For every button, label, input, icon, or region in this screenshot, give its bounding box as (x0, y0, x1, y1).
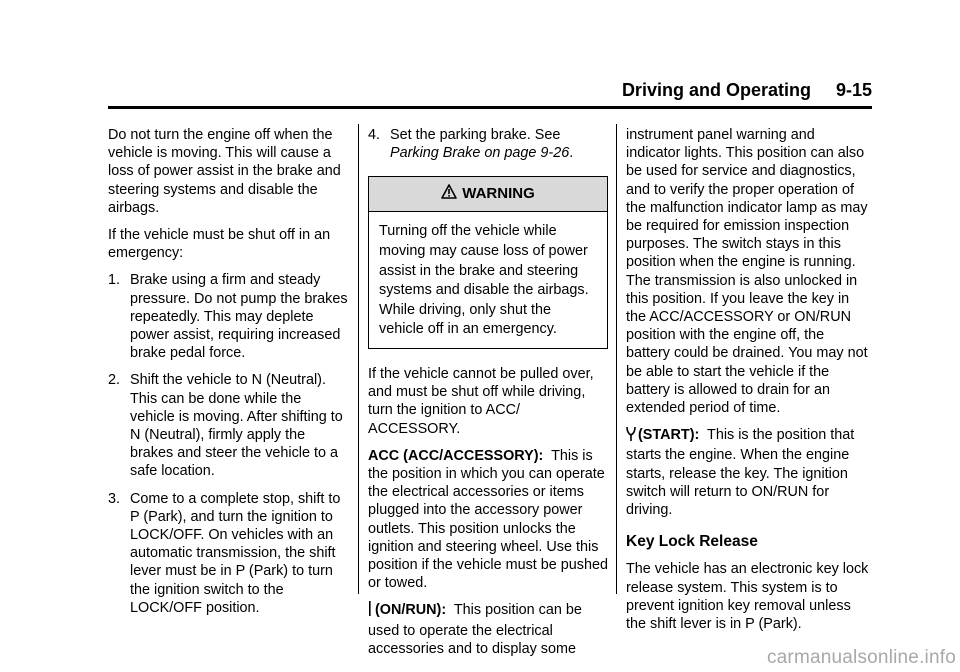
term: (ON/RUN): (375, 602, 447, 619)
paragraph (368, 447, 608, 593)
definition: This is the position that starts the engine. When the engine starts, release the key. The ignition switch will return to ON/RUN for driving. (626, 427, 855, 519)
warning-text: Turning off the vehicle while moving may cause loss of power assist in the brake and steering systems and disable the airbags. While driving, only shut the vehicle off in an emergency. (379, 223, 589, 338)
term: ACC (ACC/ACCESSORY): (368, 447, 544, 464)
section-heading: Key Lock Release (626, 533, 758, 551)
step-text: Brake using a firm and steady pressure. Do not pump the brakes repeatedly. This may deplete power assist, requiring increased brake pedal force. (130, 272, 348, 362)
paragraph (368, 601, 608, 658)
column-3 (626, 126, 872, 642)
steps-list (368, 126, 608, 162)
step-number: 3. (108, 490, 121, 507)
page-title: Driving and Operating 9-15 (621, 80, 872, 100)
column-1 (108, 126, 348, 626)
column-divider (358, 124, 359, 594)
warning-box (368, 176, 608, 349)
list-item (368, 126, 608, 162)
step-text: Set the parking brake. See (390, 127, 561, 143)
paragraph: If the vehicle must be shut off in an emergency: (108, 227, 331, 262)
paragraph (626, 426, 872, 519)
paragraph: If the vehicle cannot be pulled over, and must be shut off while driving, turn the ignition to ACC/ ACCESSORY. (368, 365, 594, 437)
ignition-start-icon (626, 426, 636, 446)
definition: This is the position in which you can operate the electrical accessories or items plugged into the accessory power outlets. This position unlocks the ignition and steering wheel. Use this position if the vehicle must be pushed or towed. (368, 447, 608, 592)
step-number: 1. (108, 272, 121, 289)
step-number: 4. (368, 127, 381, 143)
step-text: Shift the vehicle to N (Neutral). This can be done while the vehicle is moving. After shifting to N (Neutral), firmly apply the brakes and steer the vehicle to a safe location. (130, 372, 343, 480)
column-divider (616, 124, 617, 594)
paragraph: instrument panel warning and indicator lights. This position can also be used for service and diagnostics, and to verify the proper operation of the malfunction indicator lamp as may be required for emission inspection purposes. The switch stays in this position when the engine is running. The transmission is also unlocked in this position. If you leave the key in the ACC/ACCESSORY or ON/RUN position with the engine off, the battery could be drained. You may not be able to start the vehicle if the battery is allowed to drain for an extended period of time. (626, 127, 868, 417)
warning-triangle-icon (441, 184, 462, 204)
list-item (108, 371, 348, 480)
list-item (108, 271, 348, 362)
step-text: Come to a complete stop, shift to P (Park), and turn the ignition to LOCK/OFF. On vehicles with an automatic transmission, the shift lever must be in P (Park) to turn the ignition switch to the LOCK/OFF position. (130, 490, 341, 616)
paragraph: Do not turn the engine off when the vehicle is moving. This will cause a loss of power assist in the brake and steering systems and disable the airbags. (108, 127, 341, 216)
column-2 (368, 126, 608, 667)
step-number: 2. (108, 372, 121, 389)
watermark: carmanualsonline.info (766, 647, 956, 668)
list-item (108, 490, 348, 617)
warning-header (369, 177, 607, 212)
cross-reference-link[interactable]: Parking Brake on page 9-26 (390, 145, 570, 162)
definition: This position can be used to operate the electrical accessories and to display some (368, 602, 582, 657)
steps-list (108, 271, 348, 617)
page-header (108, 78, 872, 109)
warning-title: WARNING (462, 185, 535, 203)
paragraph: The vehicle has an electronic key lock release system. This system is to prevent ignition key removal unless the shift lever is in P (Park). (626, 561, 869, 633)
term: (START): (638, 427, 700, 444)
punctuation: . (569, 145, 574, 162)
ignition-on-icon (368, 601, 373, 621)
